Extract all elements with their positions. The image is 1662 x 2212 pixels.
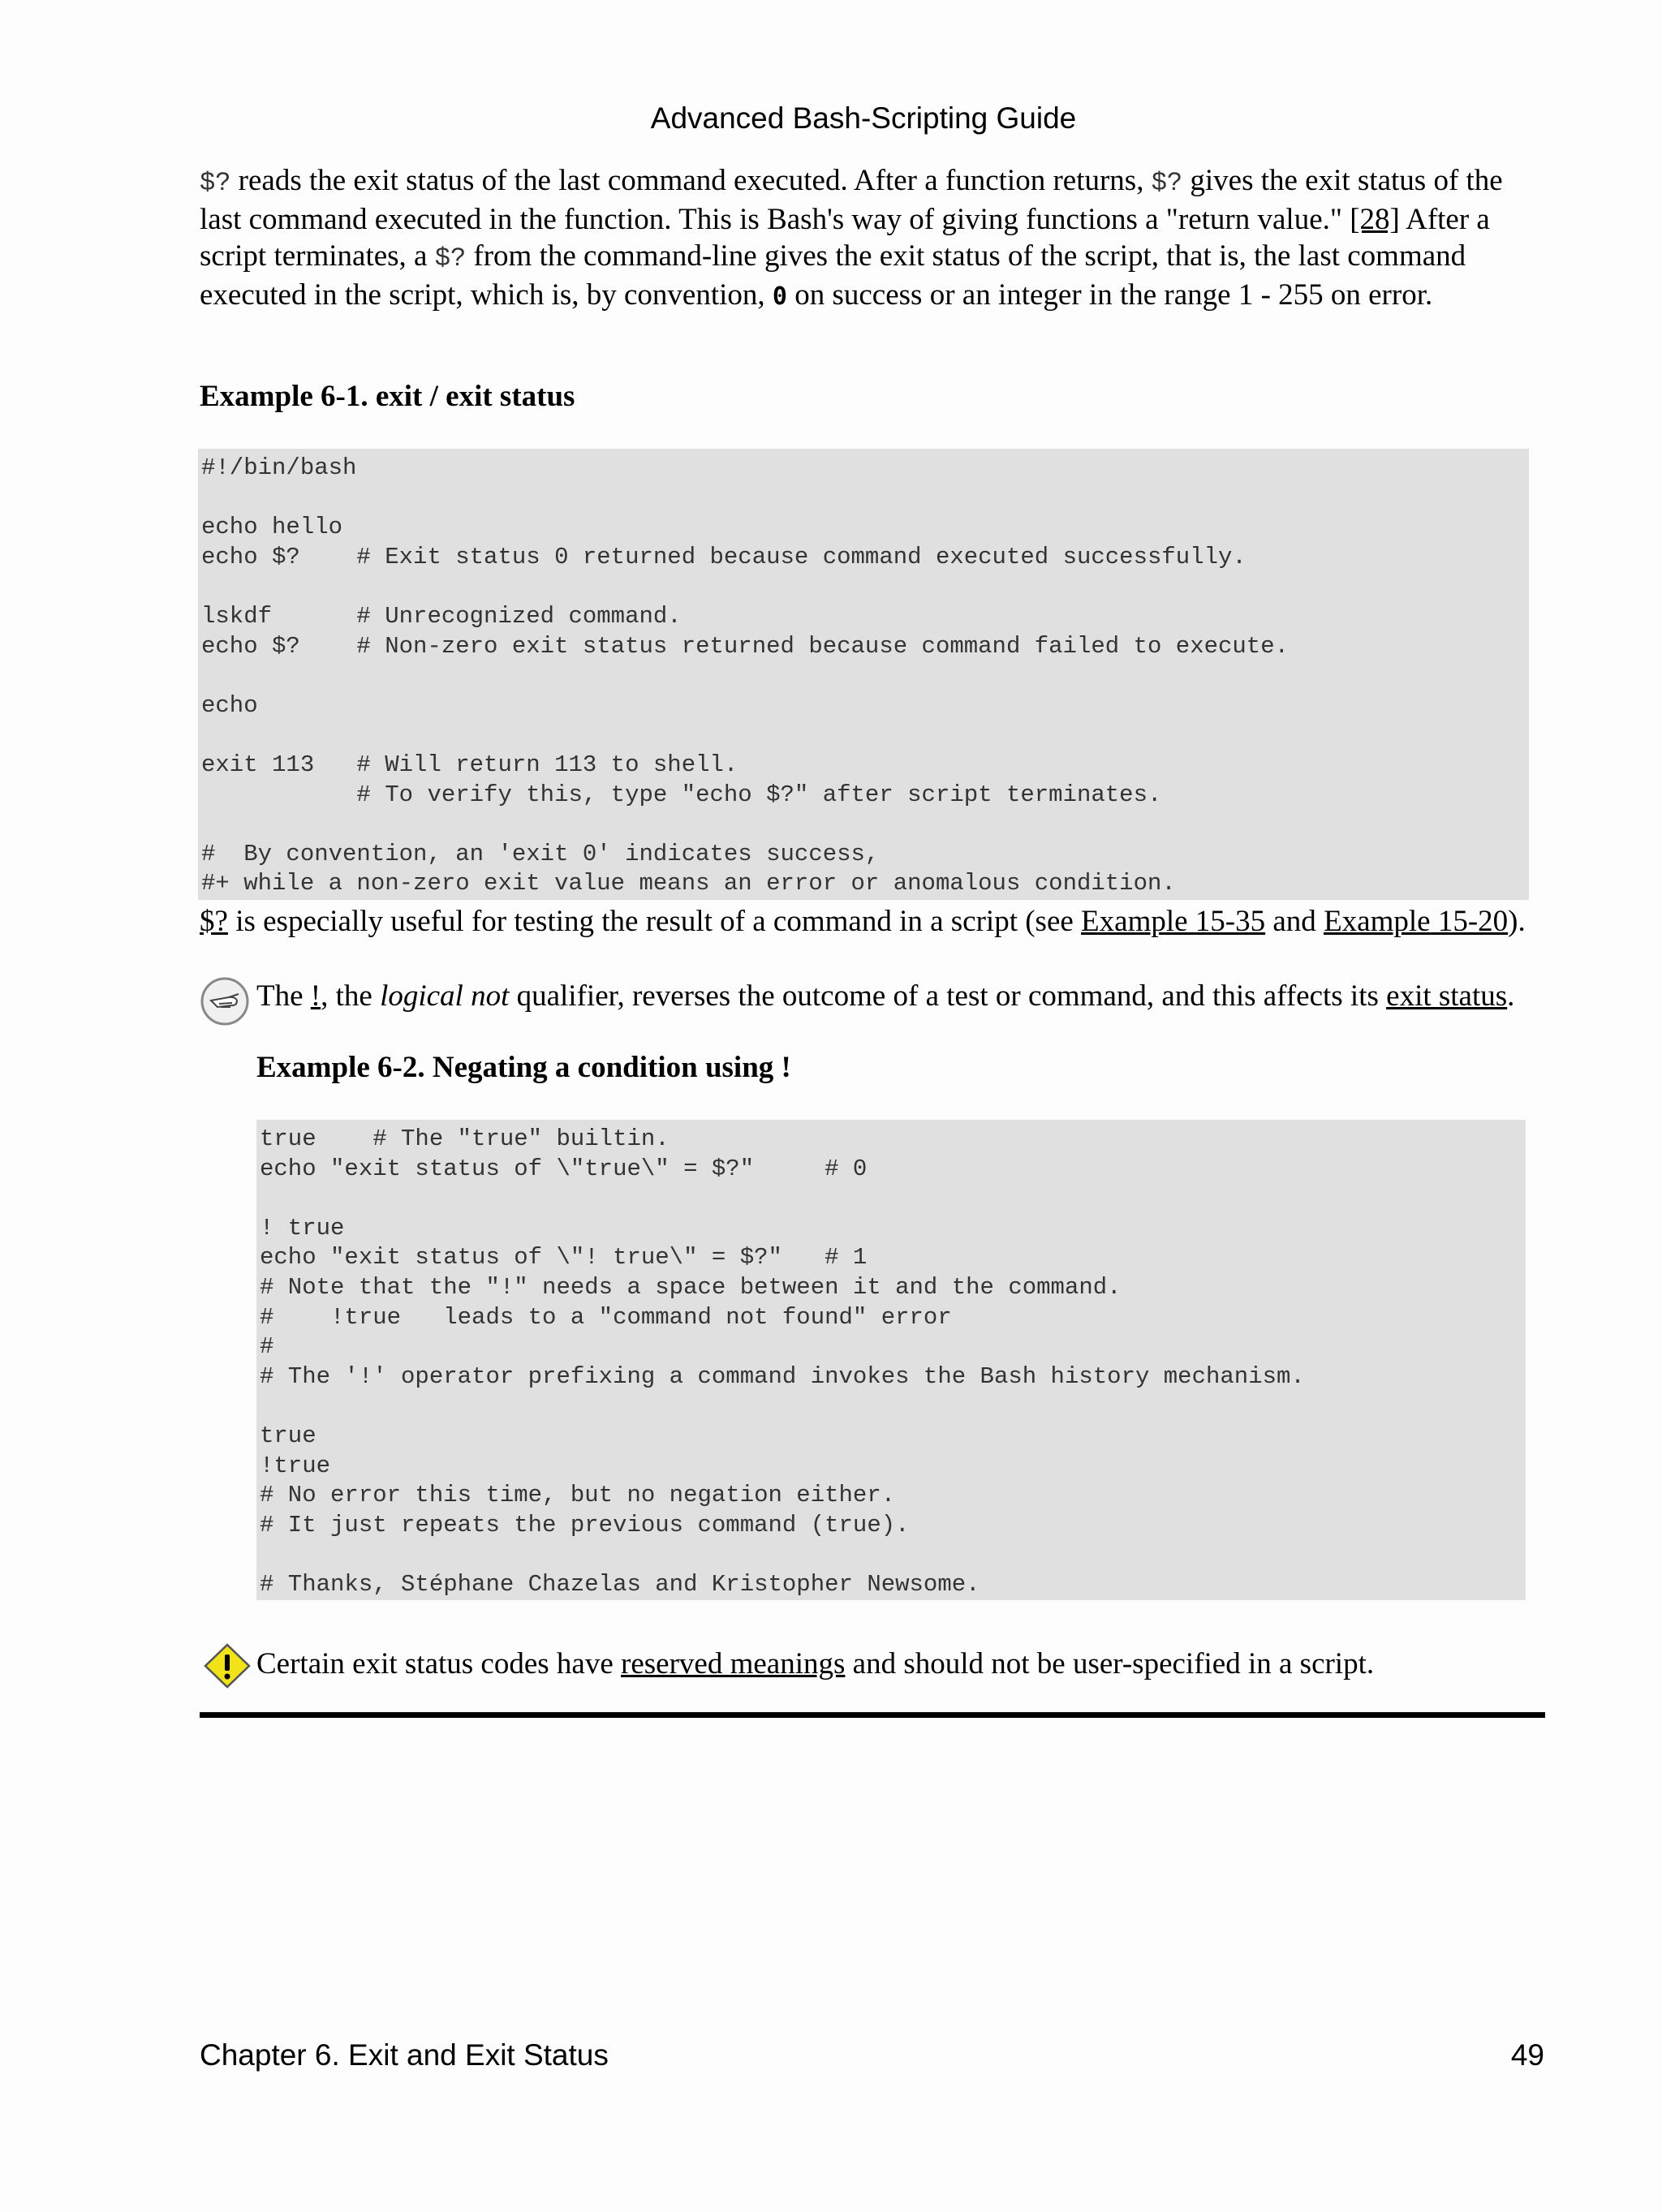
code-line: exit 113 # Will return 113 to shell. xyxy=(201,751,738,778)
logical-not-term: logical not xyxy=(380,979,510,1013)
note-paragraph xyxy=(256,978,1555,1014)
code-line: echo "exit status of \"! true\" = $?" # 1 xyxy=(260,1244,868,1272)
intro-text: from the command-line gives the exit status of the script, that is, the last command executed in the script, which is, by convention, xyxy=(200,239,1466,312)
code-line xyxy=(260,1392,1526,1422)
code-line: true xyxy=(260,1422,316,1449)
code-line: # xyxy=(260,1333,274,1361)
code-line: # It just repeats the previous command (true). xyxy=(260,1511,910,1539)
exit-status-var: $? xyxy=(200,168,231,198)
exit-status-link[interactable]: $? xyxy=(200,905,228,938)
code-line: # The '!' operator prefixing a command invokes the Bash history mechanism. xyxy=(260,1362,1305,1390)
code-line xyxy=(260,1540,1526,1570)
example-15-20-link[interactable]: Example 15-20 xyxy=(1324,905,1509,938)
page-header: Advanced Bash-Scripting Guide xyxy=(650,101,1077,135)
exit-status-var: $? xyxy=(434,243,467,273)
intro-text: reads the exit status of the last command executed. After a function returns, xyxy=(230,164,1152,197)
warning-text: Certain exit status codes have xyxy=(256,1647,622,1681)
reserved-meanings-link[interactable]: reserved meanings xyxy=(621,1647,846,1681)
note-text: , the xyxy=(321,979,381,1013)
example-2-code-block xyxy=(256,1120,1526,1600)
warning-icon xyxy=(203,1642,252,1689)
exit-status-link[interactable]: exit status xyxy=(1386,979,1508,1013)
code-line: true # The "true" builtin. xyxy=(260,1125,670,1152)
code-line: echo "exit status of \"true\" = $?" # 0 xyxy=(260,1155,868,1182)
section-divider xyxy=(200,1712,1545,1718)
warning-text: and should not be user-specified in a script. xyxy=(845,1647,1375,1681)
intro-text: on success or an integer in the range 1 - 255 on error. xyxy=(786,278,1433,312)
note-hand-icon xyxy=(200,976,250,1026)
example-1-code-block xyxy=(198,449,1529,900)
code-line xyxy=(201,661,1529,691)
code-line: # !true leads to a "command not found" error xyxy=(260,1303,952,1331)
note-text: qualifier, reverses the outcome of a test or command, and this affects its xyxy=(509,979,1387,1013)
code-line: !true xyxy=(260,1452,331,1479)
zero-literal: 0 xyxy=(772,282,787,311)
usefulness-text: is especially useful for testing the result of a command in a script (see xyxy=(227,905,1082,938)
footer-chapter: Chapter 6. Exit and Exit Status xyxy=(200,2038,609,2072)
intro-text: After a script terminates, a xyxy=(200,203,1490,273)
code-line xyxy=(260,1184,1526,1214)
footnote-link[interactable]: [28] xyxy=(1350,203,1400,236)
code-line: #!/bin/bash xyxy=(201,454,357,481)
usefulness-text: and xyxy=(1265,905,1324,938)
code-line: echo hello xyxy=(201,514,343,541)
note-text: . xyxy=(1507,979,1515,1013)
not-operator-link[interactable]: ! xyxy=(310,979,321,1013)
warning-paragraph xyxy=(256,1646,1555,1682)
code-line xyxy=(201,572,1529,602)
note-text: The xyxy=(256,979,311,1013)
intro-text: gives the exit status of the last command executed in the function. This is Bash's way of giving functions a "return value." xyxy=(200,164,1503,236)
usefulness-text: ). xyxy=(1508,905,1526,938)
example-1-title: Example 6-1. exit / exit status xyxy=(200,380,575,413)
exit-status-var: $? xyxy=(1151,168,1183,198)
code-line: echo $? # Non-zero exit status returned because command failed to execute. xyxy=(201,632,1290,660)
footer-page-number: 49 xyxy=(1510,2038,1544,2072)
intro-paragraph xyxy=(200,162,1547,315)
code-line: lskdf # Unrecognized command. xyxy=(201,602,682,630)
code-line: # Thanks, Stéphane Chazelas and Kristopher Newsome. xyxy=(260,1570,980,1598)
code-line: # By convention, an 'exit 0' indicates success, xyxy=(201,840,880,867)
usefulness-paragraph xyxy=(200,903,1547,940)
code-line: # Note that the "!" needs a space between it and the command. xyxy=(260,1273,1122,1301)
code-line: ! true xyxy=(260,1214,345,1242)
code-line xyxy=(201,810,1529,840)
code-line: echo xyxy=(201,691,258,719)
code-line: # To verify this, type "echo $?" after script terminates. xyxy=(201,781,1162,808)
example-15-35-link[interactable]: Example 15-35 xyxy=(1081,905,1266,938)
code-line xyxy=(201,484,1529,514)
code-line: echo $? # Exit status 0 returned because command executed successfully. xyxy=(201,543,1246,570)
code-line xyxy=(201,721,1529,751)
code-line: #+ while a non-zero exit value means an error or anomalous condition. xyxy=(201,870,1176,897)
example-2-title: Example 6-2. Negating a condition using ! xyxy=(256,1051,791,1084)
code-line: # No error this time, but no negation either. xyxy=(260,1482,896,1509)
